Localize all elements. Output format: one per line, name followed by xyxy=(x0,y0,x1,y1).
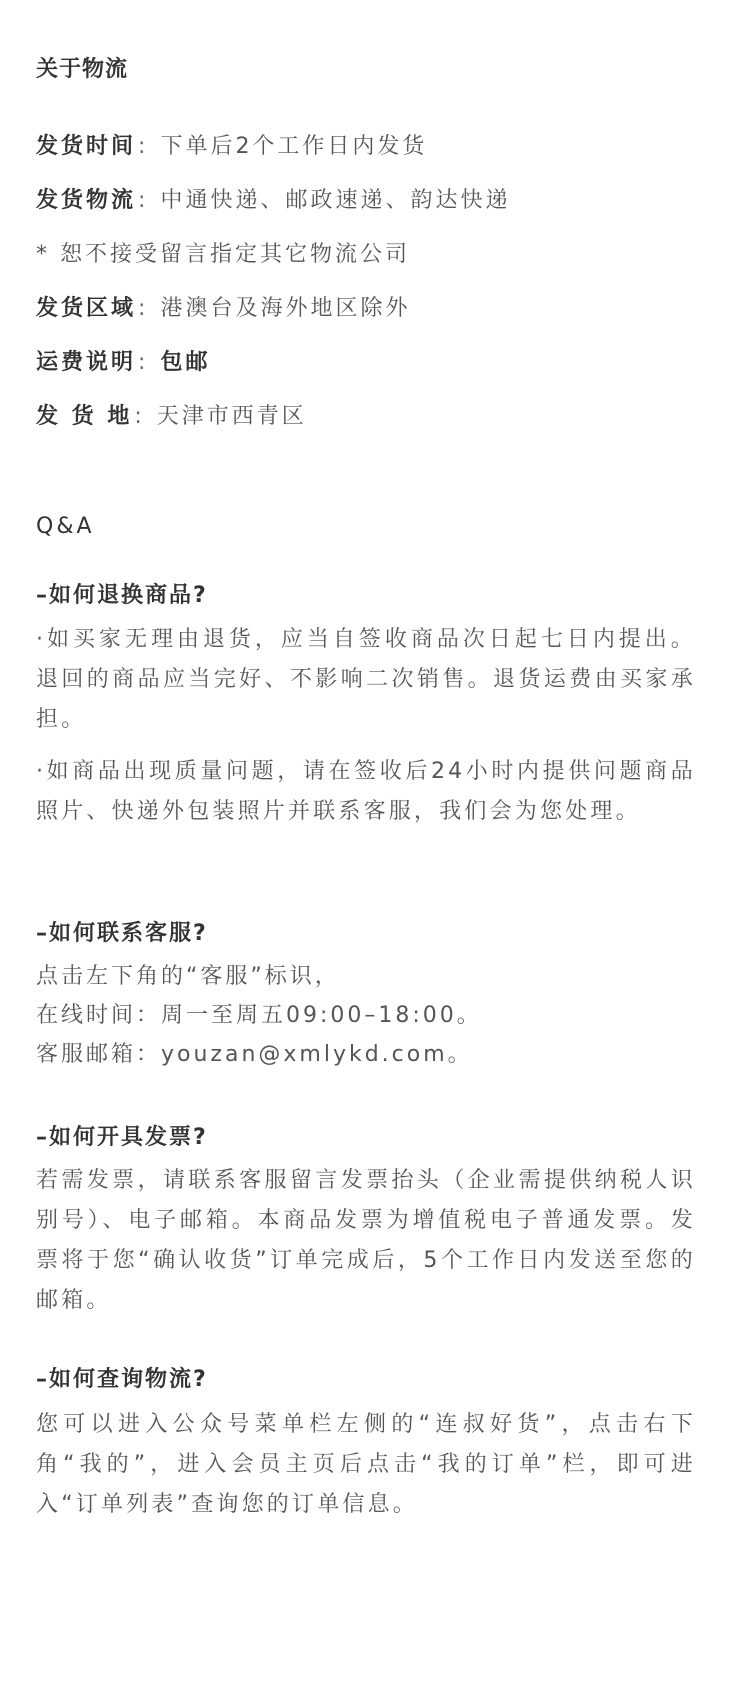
info-separator: : xyxy=(138,134,149,159)
qa-title: Q&A xyxy=(36,514,95,539)
question-tracking: –如何查询物流? xyxy=(36,1367,208,1392)
info-value: 下单后2个工作日内发货 xyxy=(160,134,428,159)
info-row-origin xyxy=(36,402,307,432)
answer-line: 在线时间：周一至周五09:00–18:00。 xyxy=(36,1003,482,1028)
info-row-ship-time xyxy=(36,132,427,162)
question-return: –如何退换商品? xyxy=(36,583,208,608)
info-separator: : xyxy=(138,296,149,321)
info-label: 发货区域 xyxy=(36,296,137,321)
answer-line: 点击左下角的“客服”标识， xyxy=(36,964,340,989)
info-row-region xyxy=(36,294,410,324)
info-row-carrier xyxy=(36,186,510,216)
info-label: 发货时间 xyxy=(36,134,137,159)
info-value: 中通快递、邮政速递、韵达快递 xyxy=(160,188,511,213)
info-separator: : xyxy=(134,404,145,429)
carrier-note: * 恕不接受留言指定其它物流公司 xyxy=(36,242,410,267)
answer-line: 客服邮箱：youzan@xmlykd.com。 xyxy=(36,1042,473,1067)
answer-paragraph: ·如商品出现质量问题，请在签收后24小时内提供问题商品照片、快递外包装照片并联系客服，我们会为您处理。 xyxy=(36,759,696,824)
info-separator: : xyxy=(138,188,149,213)
question-contact: –如何联系客服? xyxy=(36,921,208,946)
info-label: 发货物流 xyxy=(36,188,137,213)
answer-paragraph: 若需发票，请联系客服留言发票抬头（企业需提供纳税人识别号）、电子邮箱。本商品发票为增值税电子普通发票。发票将于您“确认收货”订单完成后，5个工作日内发送至您的邮箱。 xyxy=(36,1168,696,1313)
info-label: 运费说明 xyxy=(36,350,137,375)
answer-paragraph: 您可以进入公众号菜单栏左侧的“连叔好货”，点击右下角“我的”，进入会员主页后点击“我的订单”栏，即可进入“订单列表”查询您的订单信息。 xyxy=(36,1412,696,1517)
answer-paragraph: ·如买家无理由退货，应当自签收商品次日起七日内提出。退回的商品应当完好、不影响二次销售。退货运费由买家承担。 xyxy=(36,627,696,732)
info-value: 天津市西青区 xyxy=(156,404,307,429)
info-value: 包邮 xyxy=(160,350,211,375)
question-invoice: –如何开具发票? xyxy=(36,1125,208,1150)
info-label: 发 货 地 xyxy=(36,404,133,429)
info-value: 港澳台及海外地区除外 xyxy=(160,296,411,321)
logistics-title: 关于物流 xyxy=(36,57,129,82)
info-row-shipping-fee xyxy=(36,348,210,378)
info-separator: : xyxy=(138,350,149,375)
